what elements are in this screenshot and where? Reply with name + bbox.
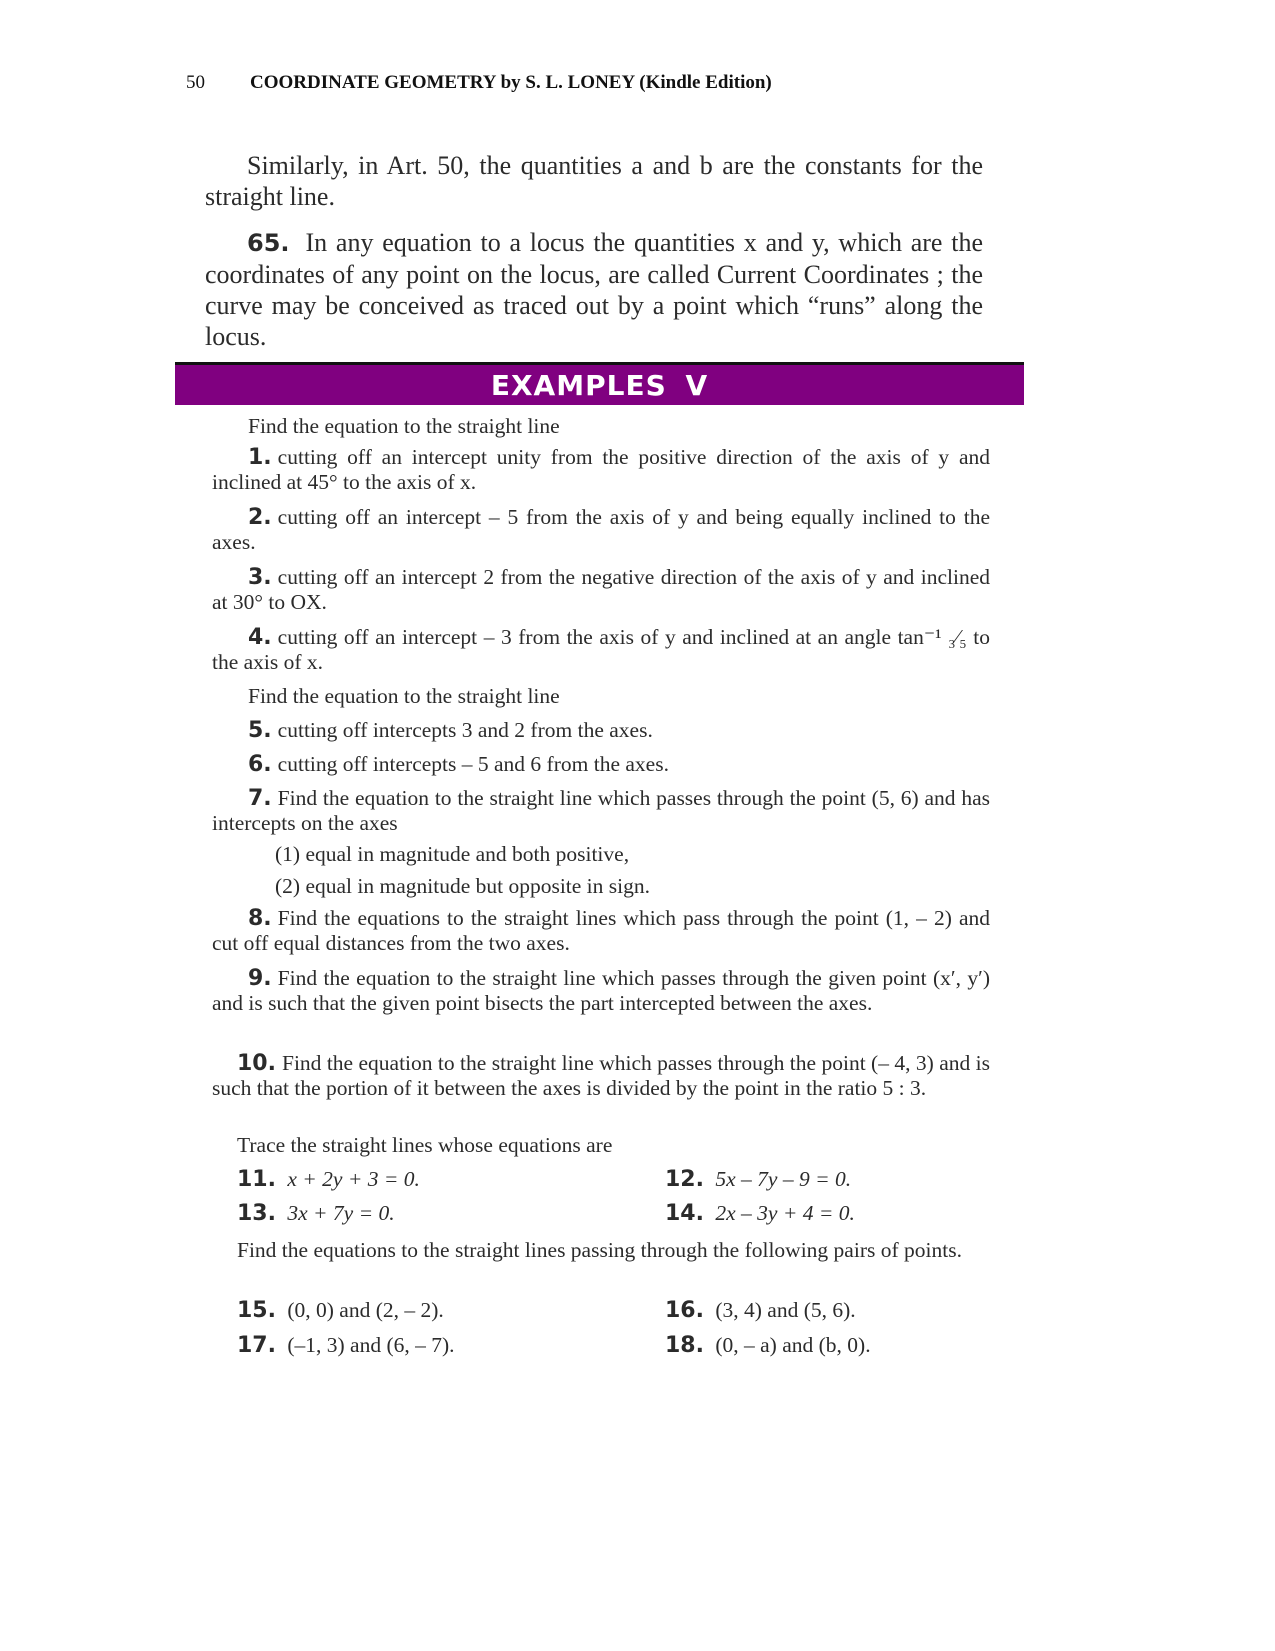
question-12: 12. 5x – 7y – 9 = 0. (665, 1167, 852, 1192)
lead-text-1: Find the equation to the straight line (248, 414, 560, 438)
question-4: 4. cutting off an intercept – 3 from the axis of y and inclined at an angle tan⁻¹ ₃⁄₅ to the axis of x. (212, 625, 990, 674)
lead-text-4: Find the equations to the straight lines passing through the following pairs of points. (237, 1238, 962, 1262)
question-13: 13. 3x + 7y = 0. (237, 1201, 395, 1226)
examples-banner (175, 362, 1024, 405)
intro-paragraph: Similarly, in Art. 50, the quantities a and b are the constants for the straight line. (205, 151, 983, 211)
question-9: 9. Find the equation to the straight line which passes through the given point (x′, y′) and is such that the given point bisects the part intercepted between the axes. (212, 966, 990, 1015)
article-number: 65. (247, 229, 290, 257)
article-65 (205, 227, 983, 352)
page-header (186, 72, 772, 94)
question-2: 2. cutting off an intercept – 5 from the axis of y and being equally inclined to the axes. (212, 505, 990, 554)
lead-text-2: Find the equation to the straight line (248, 684, 560, 708)
question-7-part-1: (1) equal in magnitude and both positive, (275, 842, 630, 866)
question-14: 14. 2x – 3y + 4 = 0. (665, 1201, 855, 1226)
question-10: 10. Find the equation to the straight line which passes through the point (– 4, 3) and is such that the portion of it between the axes is divided by the point in the ratio 5 : 3. (212, 1051, 990, 1100)
question-3: 3. cutting off an intercept 2 from the negative direction of the axis of y and inclined at 30° to OX. (212, 565, 990, 614)
question-17: 17. (–1, 3) and (6, – 7). (237, 1333, 455, 1358)
question-15: 15. (0, 0) and (2, – 2). (237, 1298, 444, 1323)
lead-text-3: Trace the straight lines whose equations are (237, 1133, 613, 1157)
question-18: 18. (0, – a) and (b, 0). (665, 1333, 871, 1358)
question-5: 5. cutting off intercepts 3 and 2 from the axes. (248, 718, 653, 743)
question-16: 16. (3, 4) and (5, 6). (665, 1298, 856, 1323)
question-11: 11. x + 2y + 3 = 0. (237, 1167, 420, 1192)
question-1: 1. cutting off an intercept unity from the positive direction of the axis of y and inclined at 45° to the axis of x. (212, 445, 990, 494)
article-text: In any equation to a locus the quantities x and y, which are the coordinates of any point on the locus, are called Current Coordinates ; the curve may be conceived as traced out by a point which “runs” along the locus. (205, 228, 983, 351)
book-title: COORDINATE GEOMETRY by S. L. LONEY (Kindle Edition) (250, 72, 772, 93)
question-6: 6. cutting off intercepts – 5 and 6 from the axes. (248, 752, 669, 777)
page-number: 50 (186, 72, 205, 93)
question-8: 8. Find the equations to the straight lines which pass through the point (1, – 2) and cut off equal distances from the two axes. (212, 906, 990, 955)
question-7: 7. Find the equation to the straight line which passes through the point (5, 6) and has intercepts on the axes (212, 786, 990, 835)
question-7-part-2: (2) equal in magnitude but opposite in sign. (275, 874, 651, 898)
examples-title: EXAMPLES V (490, 368, 709, 402)
